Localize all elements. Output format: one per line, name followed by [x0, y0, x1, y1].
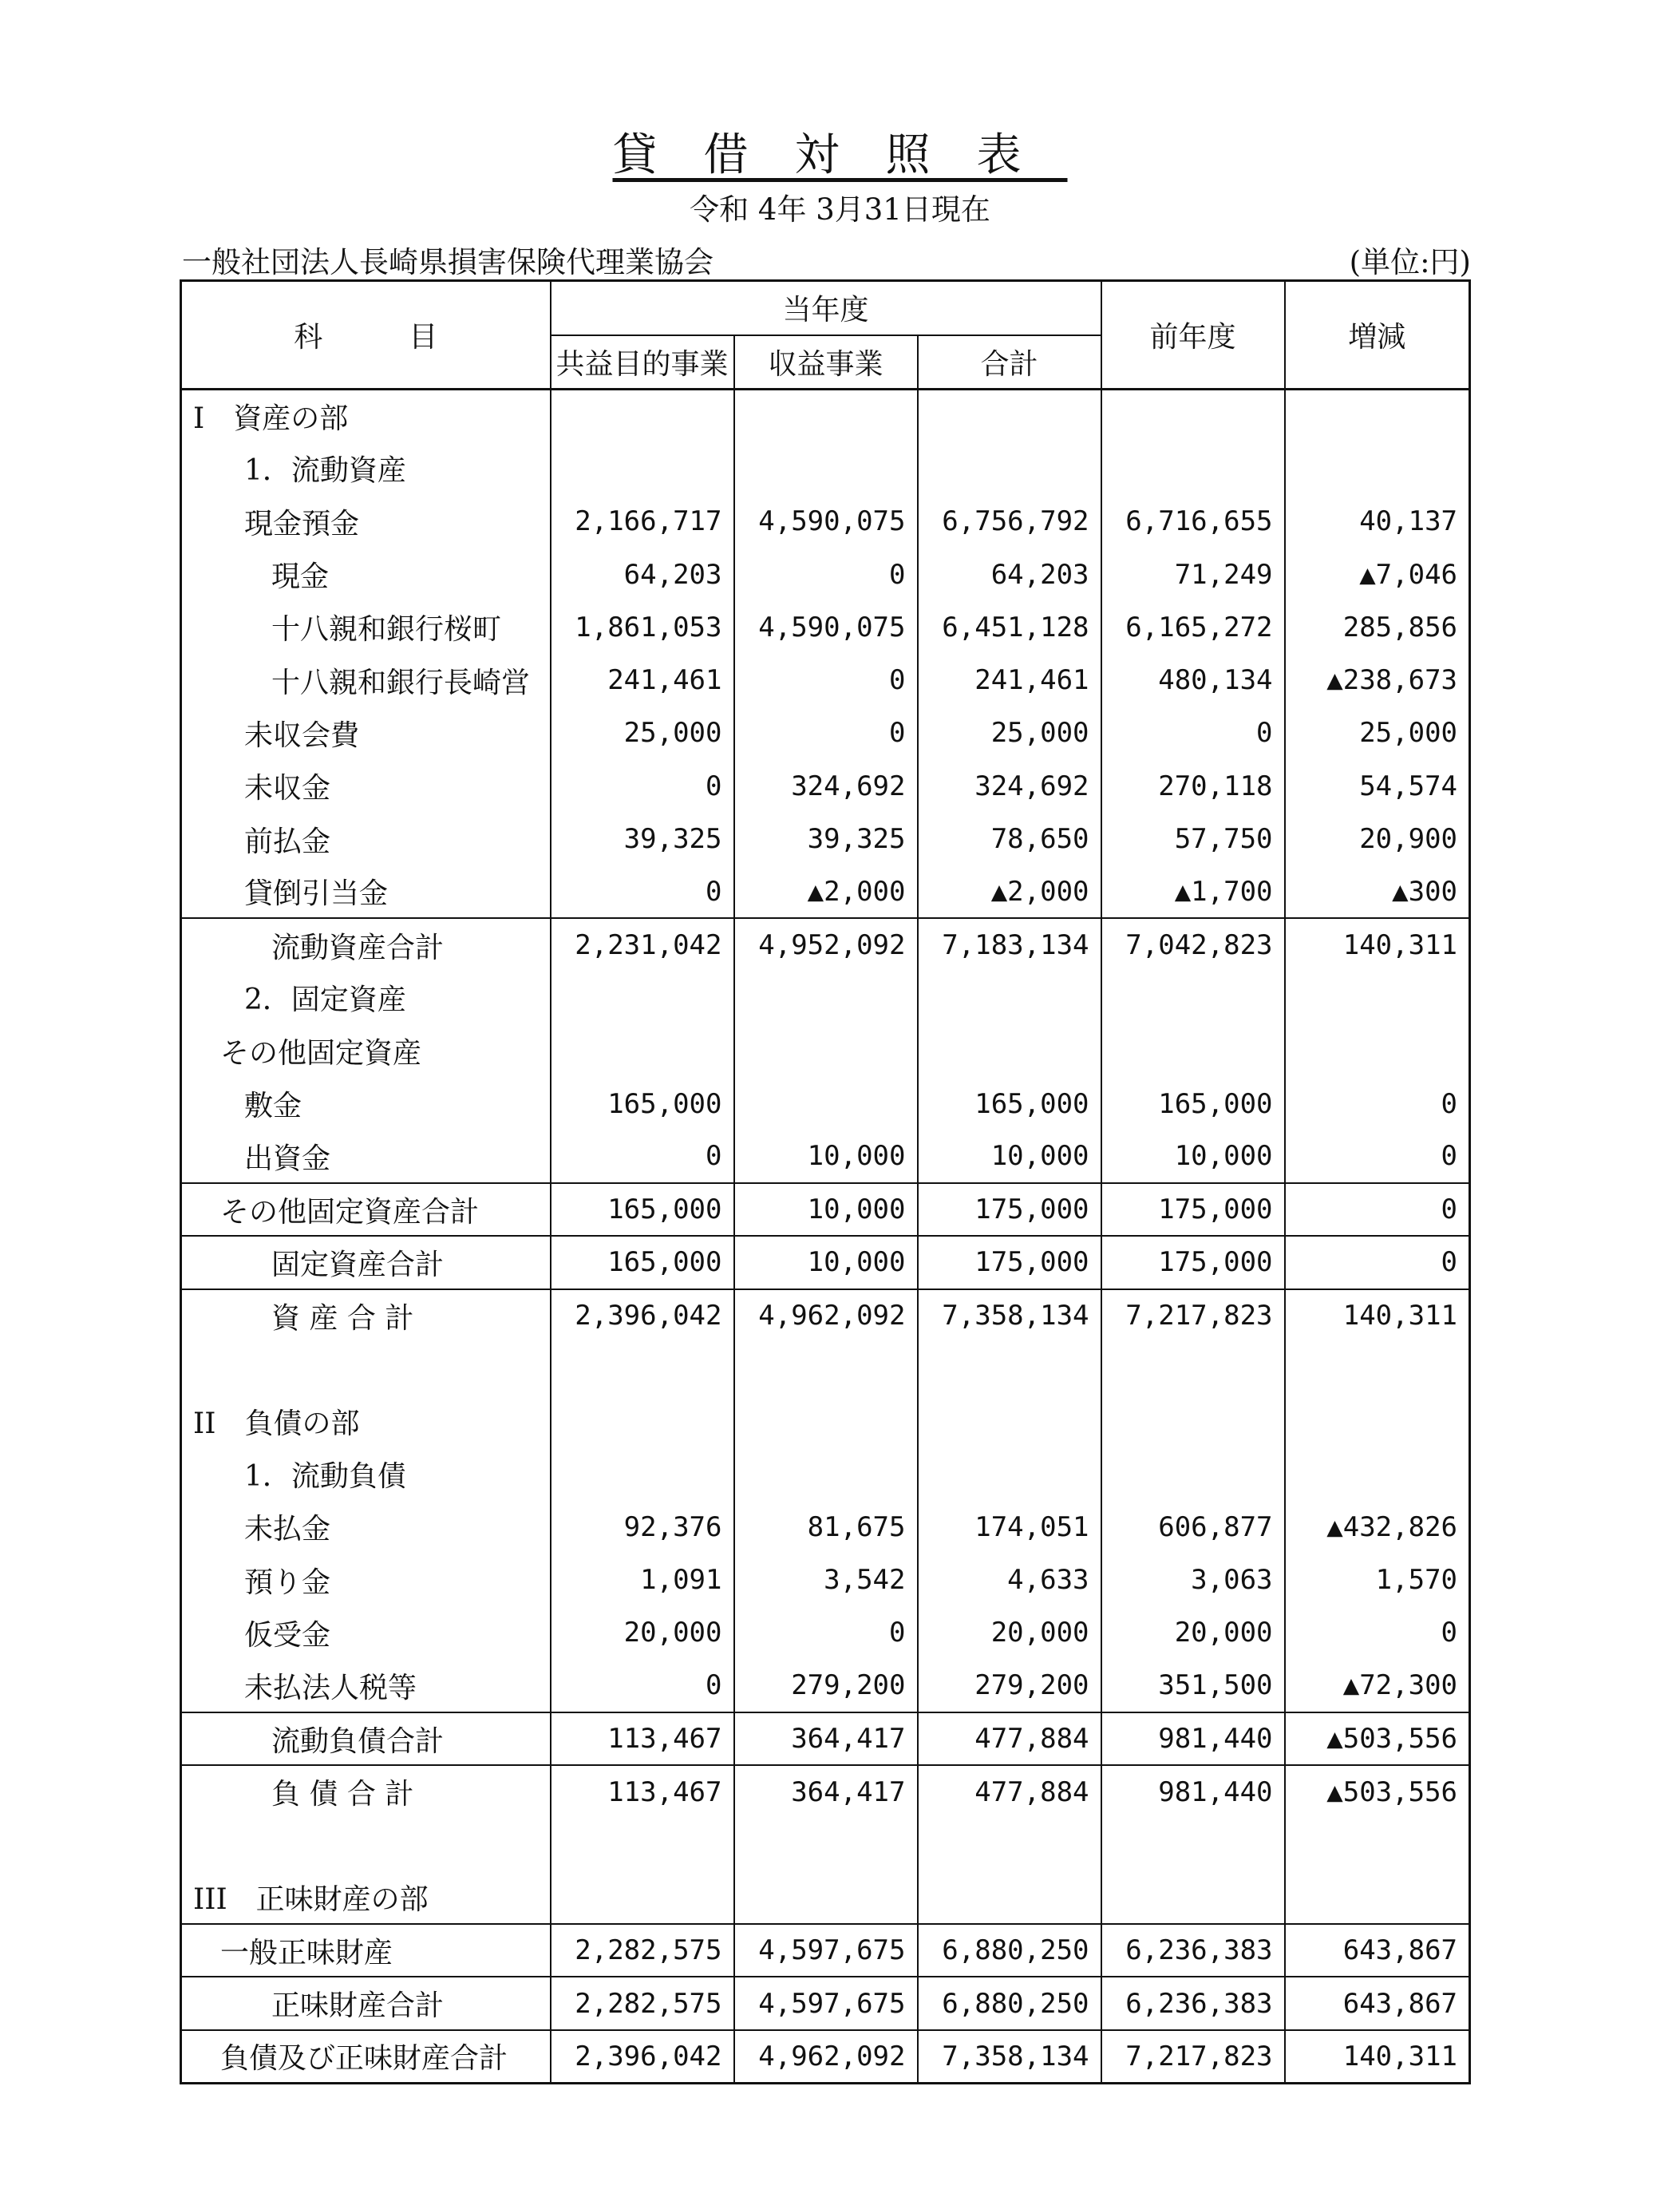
row-label: 未払法人税等: [181, 1660, 551, 1712]
table-row: [181, 548, 1470, 600]
cell-prior-year: 6,236,383: [1101, 1924, 1285, 1977]
cell-public-interest: 2,231,042: [551, 918, 734, 971]
cell-prior-year: [1101, 1871, 1285, 1924]
cell-prior-year: 981,440: [1101, 1712, 1285, 1765]
row-label: 負債及び正味財産合計: [181, 2030, 551, 2083]
report-date: 令和 4年 3月31日現在: [690, 192, 990, 227]
cell-total: 64,203: [918, 548, 1101, 600]
cell-total: 20,000: [918, 1606, 1101, 1659]
cell-change: 0: [1285, 1077, 1470, 1130]
cell-profit: [734, 1395, 918, 1447]
cell-prior-year: 0: [1101, 707, 1285, 759]
table-row: [181, 1447, 1470, 1500]
header-change: 増減: [1285, 281, 1470, 390]
cell-total: 7,358,134: [918, 2030, 1101, 2083]
cell-prior-year: 71,249: [1101, 548, 1285, 600]
table-row: [181, 1977, 1470, 2029]
cell-prior-year: 981,440: [1101, 1765, 1285, 1818]
table-row: [181, 1501, 1470, 1554]
table-row: [181, 601, 1470, 654]
cell-change: 0: [1285, 1236, 1470, 1289]
cell-total: [918, 1819, 1101, 1871]
table-row: [181, 2030, 1470, 2083]
cell-change: [1285, 442, 1470, 495]
cell-total: [918, 1871, 1101, 1924]
cell-prior-year: 6,716,655: [1101, 495, 1285, 548]
cell-profit: 4,597,675: [734, 1977, 918, 2029]
cell-public-interest: 2,166,717: [551, 495, 734, 548]
cell-public-interest: 2,396,042: [551, 2030, 734, 2083]
cell-prior-year: ▲1,700: [1101, 865, 1285, 918]
table-row: [181, 1395, 1470, 1447]
table-row: [181, 760, 1470, 813]
cell-change: ▲432,826: [1285, 1501, 1470, 1554]
table-row: [181, 865, 1470, 918]
cell-profit: 4,962,092: [734, 1289, 918, 1342]
cell-total: [918, 442, 1101, 495]
balance-sheet-table: [180, 279, 1471, 2084]
cell-total: ▲2,000: [918, 865, 1101, 918]
cell-change: 54,574: [1285, 760, 1470, 813]
cell-total: 7,183,134: [918, 918, 1101, 971]
row-label: 2．固定資産: [181, 972, 551, 1024]
cell-prior-year: [1101, 1819, 1285, 1871]
row-label: その他固定資産合計: [181, 1183, 551, 1236]
cell-change: [1285, 1819, 1470, 1871]
cell-profit: [734, 972, 918, 1024]
cell-change: 20,900: [1285, 813, 1470, 865]
cell-prior-year: 6,165,272: [1101, 601, 1285, 654]
cell-public-interest: 113,467: [551, 1765, 734, 1818]
row-label: 仮受金: [181, 1606, 551, 1659]
cell-change: [1285, 1395, 1470, 1447]
cell-profit: 39,325: [734, 813, 918, 865]
cell-change: [1285, 1871, 1470, 1924]
cell-profit: 279,200: [734, 1660, 918, 1712]
cell-change: ▲503,556: [1285, 1765, 1470, 1818]
cell-prior-year: 6,236,383: [1101, 1977, 1285, 2029]
table-row: [181, 654, 1470, 707]
cell-profit: 81,675: [734, 1501, 918, 1554]
row-label: その他固定資産: [181, 1024, 551, 1077]
cell-profit: 4,590,075: [734, 495, 918, 548]
cell-prior-year: [1101, 1395, 1285, 1447]
cell-total: [918, 1024, 1101, 1077]
row-label: 敷金: [181, 1077, 551, 1130]
cell-profit: [734, 1024, 918, 1077]
cell-change: 140,311: [1285, 2030, 1470, 2083]
cell-change: ▲238,673: [1285, 654, 1470, 707]
cell-public-interest: [551, 442, 734, 495]
row-label: 現金: [181, 548, 551, 600]
cell-profit: 0: [734, 548, 918, 600]
row-label: 流動負債合計: [181, 1712, 551, 1765]
row-label: 固定資産合計: [181, 1236, 551, 1289]
table-row: [181, 1236, 1470, 1289]
cell-change: 1,570: [1285, 1554, 1470, 1606]
cell-prior-year: 7,217,823: [1101, 2030, 1285, 2083]
cell-total: [918, 1447, 1101, 1500]
cell-prior-year: [1101, 972, 1285, 1024]
cell-public-interest: 241,461: [551, 654, 734, 707]
row-label: 流動資産合計: [181, 918, 551, 971]
table-row: [181, 1765, 1470, 1818]
cell-public-interest: 0: [551, 1660, 734, 1712]
row-label: 前払金: [181, 813, 551, 865]
cell-prior-year: 3,063: [1101, 1554, 1285, 1606]
row-label: 一般正味財産: [181, 1924, 551, 1977]
cell-profit: 10,000: [734, 1183, 918, 1236]
table-row: [181, 1554, 1470, 1606]
row-label: 未払金: [181, 1501, 551, 1554]
cell-public-interest: [551, 1342, 734, 1395]
cell-public-interest: [551, 972, 734, 1024]
table-row: [181, 1130, 1470, 1183]
cell-prior-year: 175,000: [1101, 1236, 1285, 1289]
header-prior-year: 前年度: [1101, 281, 1285, 390]
row-label: 預り金: [181, 1554, 551, 1606]
cell-public-interest: [551, 1819, 734, 1871]
header-profit: 収益事業: [734, 335, 918, 390]
cell-prior-year: [1101, 390, 1285, 442]
table-row: [181, 707, 1470, 759]
table-row: [181, 1077, 1470, 1130]
cell-total: 6,880,250: [918, 1924, 1101, 1977]
cell-change: [1285, 972, 1470, 1024]
cell-total: 279,200: [918, 1660, 1101, 1712]
unit-label: (単位:円): [1349, 245, 1471, 279]
cell-public-interest: 20,000: [551, 1606, 734, 1659]
table-row: [181, 972, 1470, 1024]
organization-name: 一般社団法人長崎県損害保険代理業協会: [182, 245, 714, 279]
cell-total: 6,451,128: [918, 601, 1101, 654]
cell-prior-year: 20,000: [1101, 1606, 1285, 1659]
table-row: [181, 390, 1470, 442]
cell-change: 25,000: [1285, 707, 1470, 759]
cell-public-interest: 0: [551, 865, 734, 918]
row-label: [181, 1819, 551, 1871]
table-row: [181, 1289, 1470, 1342]
cell-change: 140,311: [1285, 1289, 1470, 1342]
row-label: 1．流動資産: [181, 442, 551, 495]
cell-prior-year: 7,217,823: [1101, 1289, 1285, 1342]
cell-profit: [734, 1077, 918, 1130]
table-row: [181, 1712, 1470, 1765]
cell-prior-year: [1101, 442, 1285, 495]
cell-profit: 364,417: [734, 1712, 918, 1765]
row-label: 出資金: [181, 1130, 551, 1183]
cell-prior-year: 57,750: [1101, 813, 1285, 865]
cell-profit: 4,952,092: [734, 918, 918, 971]
row-label: 正味財産合計: [181, 1977, 551, 2029]
cell-prior-year: 480,134: [1101, 654, 1285, 707]
cell-total: 175,000: [918, 1236, 1101, 1289]
cell-change: 140,311: [1285, 918, 1470, 971]
cell-public-interest: 1,861,053: [551, 601, 734, 654]
cell-total: 241,461: [918, 654, 1101, 707]
row-label: 十八親和銀行長崎営: [181, 654, 551, 707]
table-row: [181, 1606, 1470, 1659]
cell-prior-year: 175,000: [1101, 1183, 1285, 1236]
table-row: [181, 918, 1470, 971]
cell-public-interest: 2,282,575: [551, 1924, 734, 1977]
cell-total: 165,000: [918, 1077, 1101, 1130]
table-row: [181, 813, 1470, 865]
cell-total: 78,650: [918, 813, 1101, 865]
cell-total: 6,880,250: [918, 1977, 1101, 2029]
cell-public-interest: [551, 1024, 734, 1077]
cell-profit: 324,692: [734, 760, 918, 813]
cell-total: [918, 1342, 1101, 1395]
cell-prior-year: 165,000: [1101, 1077, 1285, 1130]
cell-profit: 3,542: [734, 1554, 918, 1606]
cell-profit: [734, 1447, 918, 1500]
cell-total: 324,692: [918, 760, 1101, 813]
table-row: [181, 1183, 1470, 1236]
cell-profit: 10,000: [734, 1130, 918, 1183]
cell-public-interest: 25,000: [551, 707, 734, 759]
cell-prior-year: [1101, 1447, 1285, 1500]
cell-prior-year: 351,500: [1101, 1660, 1285, 1712]
cell-profit: [734, 1819, 918, 1871]
cell-total: 477,884: [918, 1712, 1101, 1765]
cell-profit: ▲2,000: [734, 865, 918, 918]
cell-change: 0: [1285, 1183, 1470, 1236]
cell-public-interest: 1,091: [551, 1554, 734, 1606]
cell-prior-year: [1101, 1024, 1285, 1077]
cell-change: 0: [1285, 1130, 1470, 1183]
cell-change: 0: [1285, 1606, 1470, 1659]
cell-prior-year: 270,118: [1101, 760, 1285, 813]
cell-total: 6,756,792: [918, 495, 1101, 548]
header-public-interest: 共益目的事業: [551, 335, 734, 390]
header-current-year: 当年度: [551, 281, 1101, 335]
cell-public-interest: 92,376: [551, 1501, 734, 1554]
cell-profit: [734, 442, 918, 495]
cell-total: 25,000: [918, 707, 1101, 759]
cell-profit: 4,962,092: [734, 2030, 918, 2083]
cell-change: [1285, 1342, 1470, 1395]
cell-change: ▲7,046: [1285, 548, 1470, 600]
cell-change: 285,856: [1285, 601, 1470, 654]
table-row: [181, 1924, 1470, 1977]
cell-total: [918, 1395, 1101, 1447]
row-label: [181, 1342, 551, 1395]
cell-total: 10,000: [918, 1130, 1101, 1183]
row-label: 負 債 合 計: [181, 1765, 551, 1818]
row-label: 十八親和銀行桜町: [181, 601, 551, 654]
cell-change: 643,867: [1285, 1977, 1470, 2029]
cell-total: [918, 972, 1101, 1024]
row-label: 未収会費: [181, 707, 551, 759]
cell-total: 175,000: [918, 1183, 1101, 1236]
header-subject: 科 目: [181, 281, 551, 390]
cell-prior-year: 606,877: [1101, 1501, 1285, 1554]
row-label: 現金預金: [181, 495, 551, 548]
table-row: [181, 442, 1470, 495]
cell-profit: [734, 390, 918, 442]
cell-public-interest: 165,000: [551, 1077, 734, 1130]
header-total: 合計: [918, 335, 1101, 390]
table-row: [181, 1871, 1470, 1924]
cell-public-interest: [551, 390, 734, 442]
cell-public-interest: 0: [551, 760, 734, 813]
cell-prior-year: 7,042,823: [1101, 918, 1285, 971]
cell-public-interest: 2,396,042: [551, 1289, 734, 1342]
cell-public-interest: [551, 1447, 734, 1500]
cell-profit: [734, 1342, 918, 1395]
cell-public-interest: 64,203: [551, 548, 734, 600]
cell-change: 643,867: [1285, 1924, 1470, 1977]
cell-total: 174,051: [918, 1501, 1101, 1554]
row-label: 未収金: [181, 760, 551, 813]
cell-public-interest: [551, 1395, 734, 1447]
cell-change: [1285, 1024, 1470, 1077]
row-label: II 負債の部: [181, 1395, 551, 1447]
table-row: [181, 1819, 1470, 1871]
table-row: [181, 495, 1470, 548]
cell-public-interest: 165,000: [551, 1236, 734, 1289]
cell-change: [1285, 390, 1470, 442]
cell-profit: 364,417: [734, 1765, 918, 1818]
page-title: 貸借対照表: [612, 129, 1068, 181]
cell-change: ▲503,556: [1285, 1712, 1470, 1765]
row-label: III 正味財産の部: [181, 1871, 551, 1924]
header-row-1: [181, 281, 1470, 335]
cell-public-interest: 113,467: [551, 1712, 734, 1765]
cell-total: 4,633: [918, 1554, 1101, 1606]
cell-public-interest: 2,282,575: [551, 1977, 734, 2029]
table-row: [181, 1024, 1470, 1077]
cell-change: ▲300: [1285, 865, 1470, 918]
row-label: 資 産 合 計: [181, 1289, 551, 1342]
cell-profit: 0: [734, 654, 918, 707]
cell-change: 40,137: [1285, 495, 1470, 548]
cell-profit: 0: [734, 707, 918, 759]
table-row: [181, 1660, 1470, 1712]
table-row: [181, 1342, 1470, 1395]
cell-prior-year: 10,000: [1101, 1130, 1285, 1183]
cell-prior-year: [1101, 1342, 1285, 1395]
row-label: 1．流動負債: [181, 1447, 551, 1500]
cell-public-interest: [551, 1871, 734, 1924]
cell-change: ▲72,300: [1285, 1660, 1470, 1712]
cell-profit: 0: [734, 1606, 918, 1659]
cell-public-interest: 0: [551, 1130, 734, 1183]
cell-profit: 4,590,075: [734, 601, 918, 654]
cell-total: 477,884: [918, 1765, 1101, 1818]
cell-public-interest: 39,325: [551, 813, 734, 865]
balance-sheet-body: [181, 390, 1470, 2084]
row-label: 貸倒引当金: [181, 865, 551, 918]
row-label: I 資産の部: [181, 390, 551, 442]
cell-profit: 10,000: [734, 1236, 918, 1289]
cell-public-interest: 165,000: [551, 1183, 734, 1236]
cell-total: 7,358,134: [918, 1289, 1101, 1342]
cell-profit: [734, 1871, 918, 1924]
cell-total: [918, 390, 1101, 442]
cell-change: [1285, 1447, 1470, 1500]
cell-profit: 4,597,675: [734, 1924, 918, 1977]
